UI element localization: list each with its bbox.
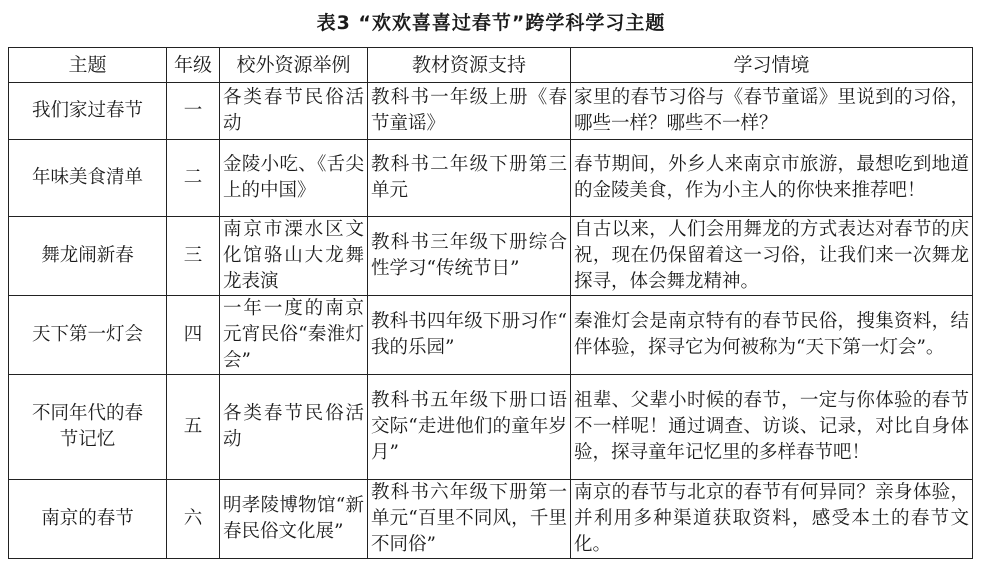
table-row (9, 480, 973, 559)
table-row (9, 140, 973, 217)
cell-topic: 年味美食清单 (9, 140, 167, 217)
topics-table (8, 47, 973, 559)
cell-learning-context: 秦淮灯会是南京特有的春节民俗，搜集资料，结伴体验，探寻它为何被称为“天下第一灯会”。 (571, 296, 973, 375)
cell-external-resources: 各类春节民俗活动 (220, 83, 368, 140)
header-external-resources: 校外资源举例 (220, 48, 368, 83)
cell-grade: 三 (167, 217, 220, 296)
header-textbook-support: 教材资源支持 (368, 48, 571, 83)
cell-learning-context: 南京的春节与北京的春节有何异同？亲身体验，并利用多种渠道获取资料，感受本土的春节文化。 (571, 480, 973, 559)
header-row (9, 48, 973, 83)
cell-grade: 五 (167, 375, 220, 480)
cell-textbook-support: 教科书三年级下册综合性学习“传统节日” (368, 217, 571, 296)
cell-textbook-support: 教科书六年级下册第一单元“百里不同风，千里不同俗” (368, 480, 571, 559)
cell-grade: 二 (167, 140, 220, 217)
header-learning-context: 学习情境 (571, 48, 973, 83)
cell-external-resources: 明孝陵博物馆“新春民俗文化展” (220, 480, 368, 559)
table-row (9, 217, 973, 296)
cell-topic: 我们家过春节 (9, 83, 167, 140)
cell-external-resources: 一年一度的南京元宵民俗“秦淮灯会” (220, 296, 368, 375)
cell-external-resources: 金陵小吃、《舌尖上的中国》 (220, 140, 368, 217)
table-title: 表3 “欢欢喜喜过春节”跨学科学习主题 (316, 12, 666, 34)
cell-learning-context: 祖辈、父辈小时候的春节，一定与你体验的春节不一样呢！通过调查、访谈、记录，对比自身体验，探寻童年记忆里的多样春节吧！ (571, 375, 973, 480)
cell-external-resources: 南京市溧水区文化馆骆山大龙舞龙表演 (220, 217, 368, 296)
table-row (9, 296, 973, 375)
cell-external-resources: 各类春节民俗活动 (220, 375, 368, 480)
cell-topic: 南京的春节 (9, 480, 167, 559)
cell-topic: 天下第一灯会 (9, 296, 167, 375)
cell-textbook-support: 教科书二年级下册第三单元 (368, 140, 571, 217)
cell-grade: 一 (167, 83, 220, 140)
cell-learning-context: 春节期间，外乡人来南京市旅游，最想吃到地道的金陵美食，作为小主人的你快来推荐吧！ (571, 140, 973, 217)
cell-textbook-support: 教科书四年级下册习作“ 我的乐园” (368, 296, 571, 375)
table-row (9, 375, 973, 480)
cell-grade: 四 (167, 296, 220, 375)
cell-textbook-support: 教科书五年级下册口语交际“走进他们的童年岁月” (368, 375, 571, 480)
cell-learning-context: 自古以来，人们会用舞龙的方式表达对春节的庆祝，现在仍保留着这一习俗，让我们来一次舞龙探寻，体会舞龙精神。 (571, 217, 973, 296)
header-grade: 年级 (167, 48, 220, 83)
header-topic: 主题 (9, 48, 167, 83)
table-row (9, 83, 973, 140)
cell-textbook-support: 教科书一年级上册《春节童谣》 (368, 83, 571, 140)
cell-grade: 六 (167, 480, 220, 559)
cell-topic: 不同年代的春节记忆 (9, 375, 167, 480)
cell-learning-context: 家里的春节习俗与《春节童谣》里说到的习俗，哪些一样？哪些不一样？ (571, 83, 973, 140)
cell-topic: 舞龙闹新春 (9, 217, 167, 296)
